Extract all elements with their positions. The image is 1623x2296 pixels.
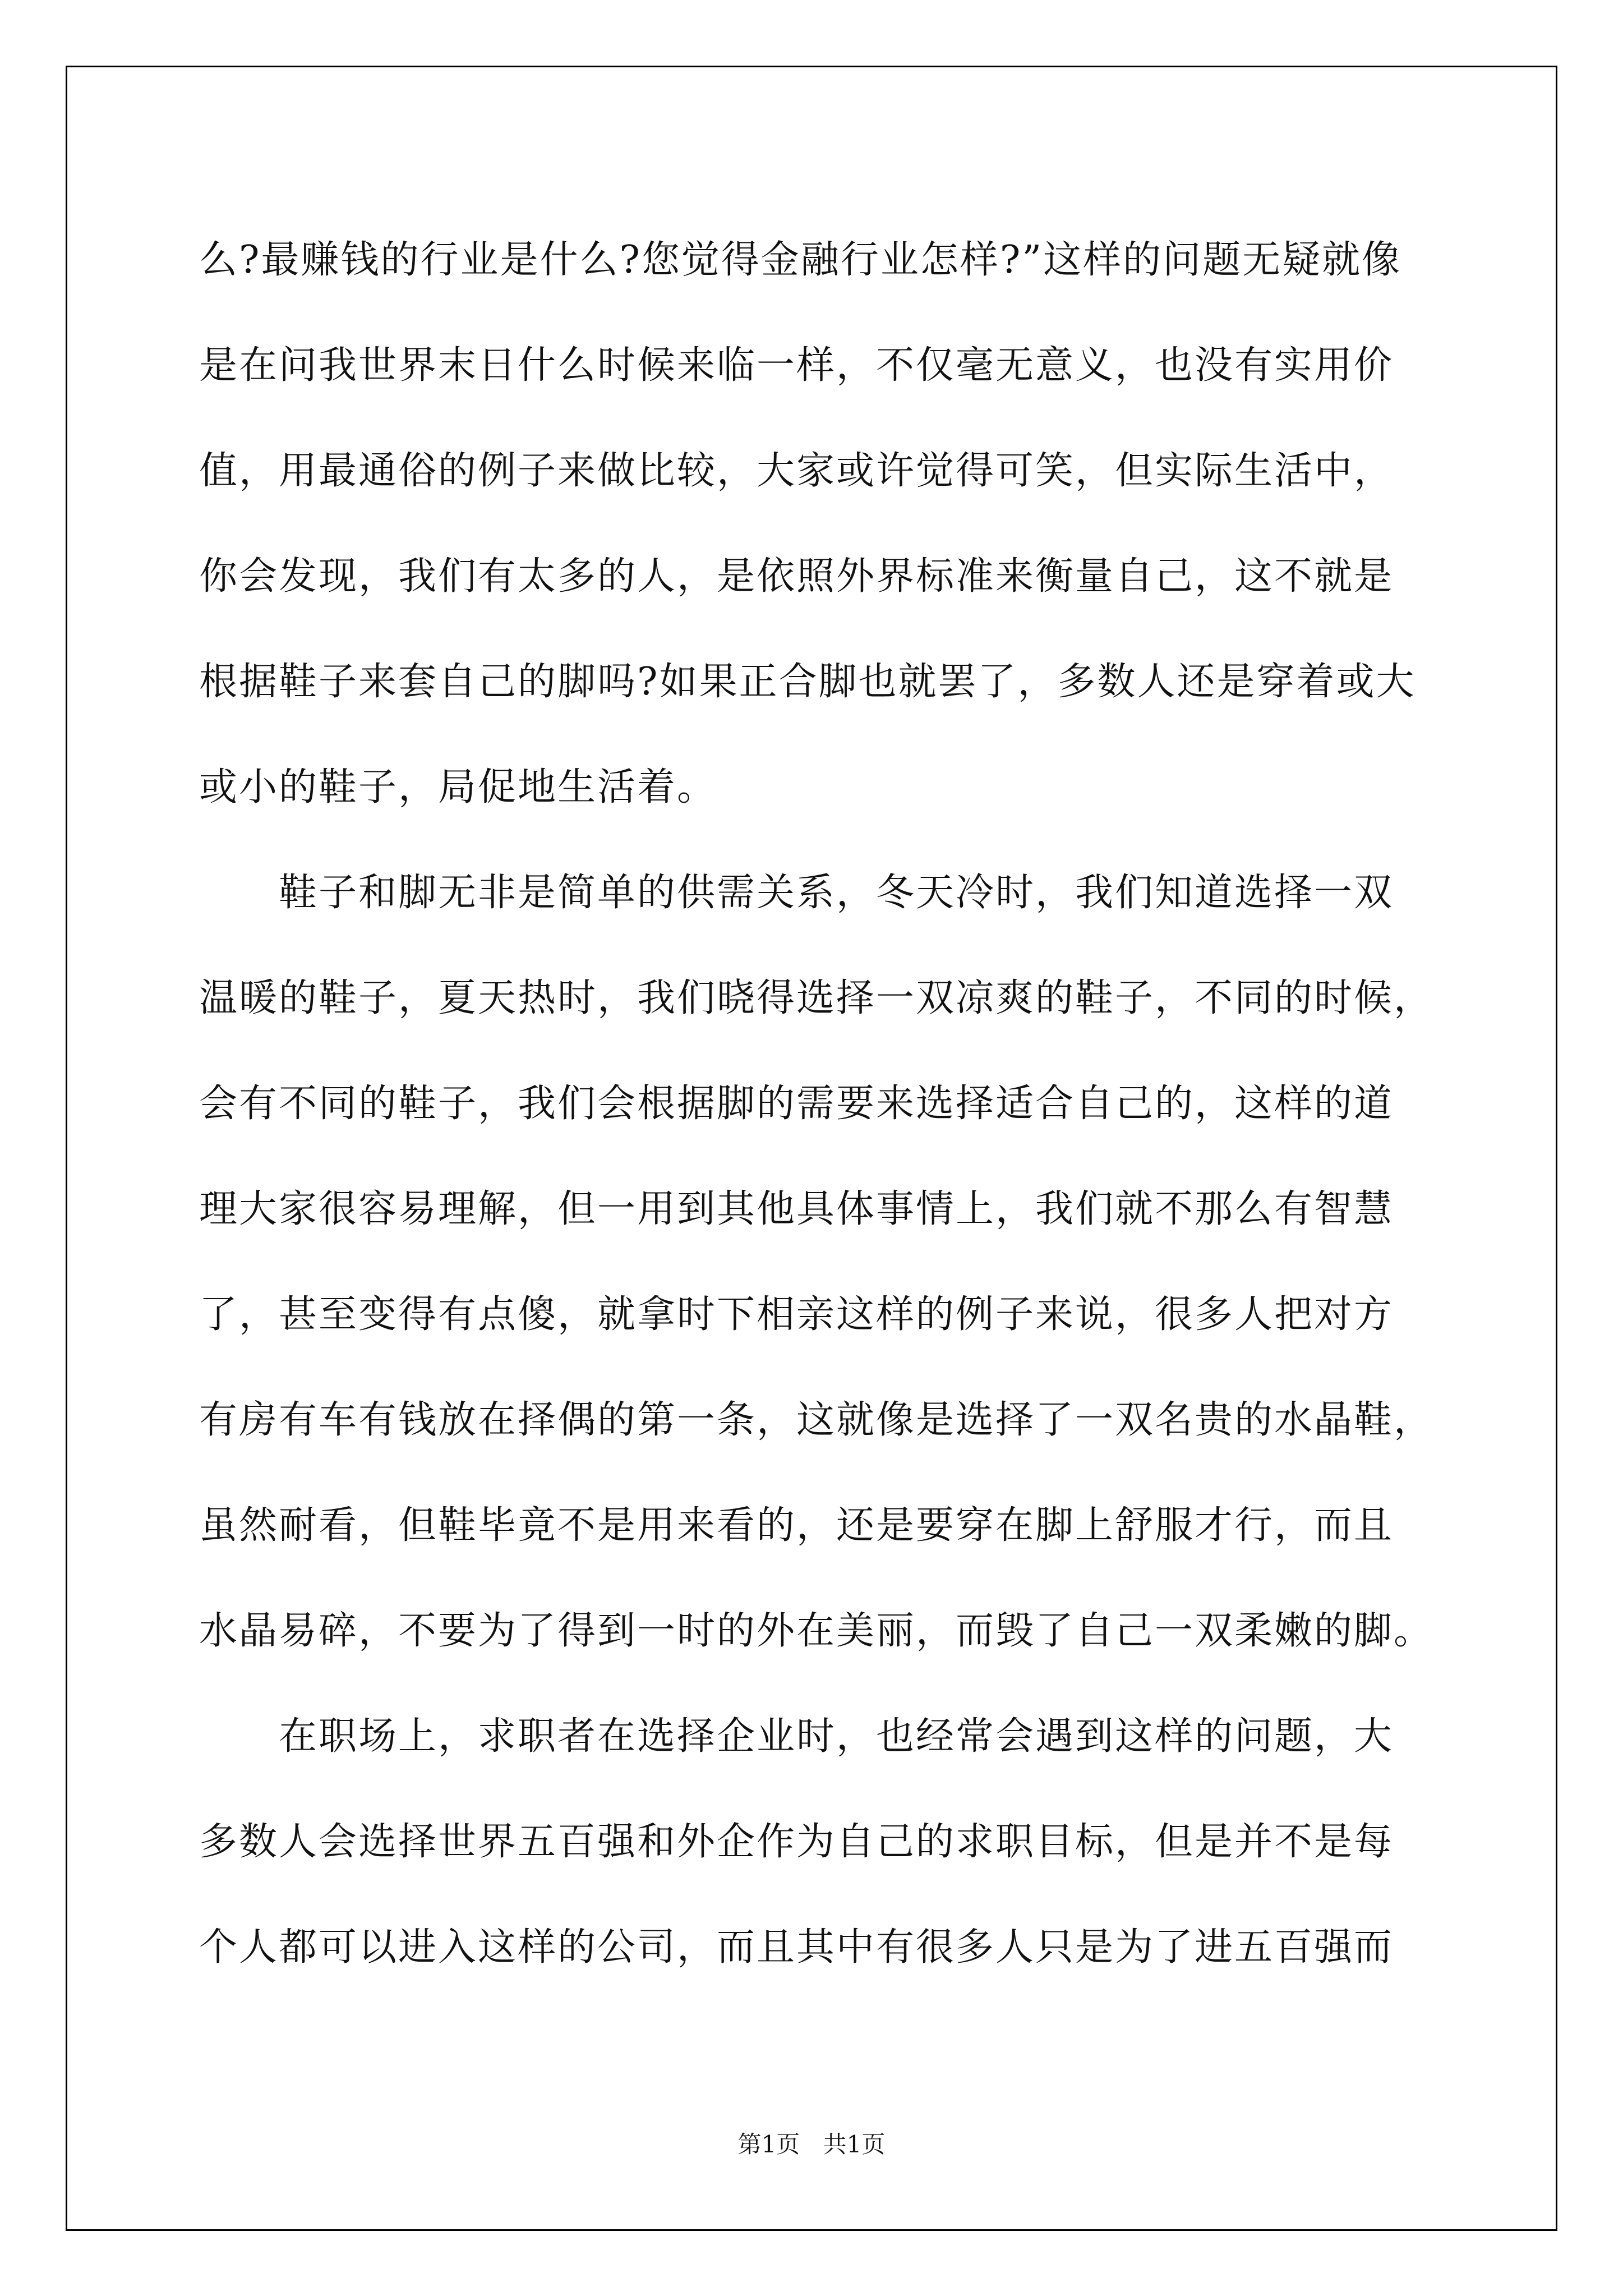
text-line: 值，用最通俗的例子来做比较，大家或许觉得可笑，但实际生活中， <box>199 449 1394 493</box>
page-footer <box>0 2126 1623 2160</box>
text-line: 理大家很容易理解，但一用到其他具体事情上，我们就不那么有智慧 <box>199 1187 1394 1231</box>
text-line: 虽然耐看，但鞋毕竟不是用来看的，还是要穿在脚上舒服才行，而且 <box>199 1503 1394 1548</box>
text-line: 或小的鞋子，局促地生活着。 <box>199 765 717 809</box>
text-line: 在职场上，求职者在选择企业时，也经常会遇到这样的问题，大 <box>199 1714 1394 1759</box>
text-line: 鞋子和脚无非是简单的供需关系，冬天冷时，我们知道选择一双 <box>199 871 1394 915</box>
text-line: 会有不同的鞋子，我们会根据脚的需要来选择适合自己的，这样的道 <box>199 1082 1394 1126</box>
text-line: 水晶易碎，不要为了得到一时的外在美丽，而毁了自己一双柔嫩的脚。 <box>199 1609 1434 1653</box>
document-body <box>199 208 1433 2000</box>
text-line: 根据鞋子来套自己的脚吗?如果正合脚也就罢了，多数人还是穿着或大 <box>199 660 1416 704</box>
text-line: 温暖的鞋子，夏天热时，我们晓得选择一双凉爽的鞋子，不同的时候， <box>199 976 1434 1020</box>
text-line: 有房有车有钱放在择偶的第一条，这就像是选择了一双名贵的水晶鞋， <box>199 1398 1434 1442</box>
page-number: 第1页 <box>737 2131 800 2158</box>
text-line: 你会发现，我们有太多的人，是依照外界标准来衡量自己，这不就是 <box>199 554 1394 599</box>
page-total: 共1页 <box>823 2131 886 2158</box>
text-line: 多数人会选择世界五百强和外企作为自己的求职目标，但是并不是每 <box>199 1820 1394 1864</box>
text-line: 是在问我世界末日什么时候来临一样，不仅毫无意义，也没有实用价 <box>199 343 1394 388</box>
text-line: 了，甚至变得有点傻，就拿时下相亲这样的例子来说，很多人把对方 <box>199 1292 1394 1337</box>
text-line: 个人都可以进入这样的公司，而且其中有很多人只是为了进五百强而 <box>199 1925 1394 1970</box>
text-line: 么?最赚钱的行业是什么?您觉得金融行业怎样?”这样的问题无疑就像 <box>199 238 1402 282</box>
